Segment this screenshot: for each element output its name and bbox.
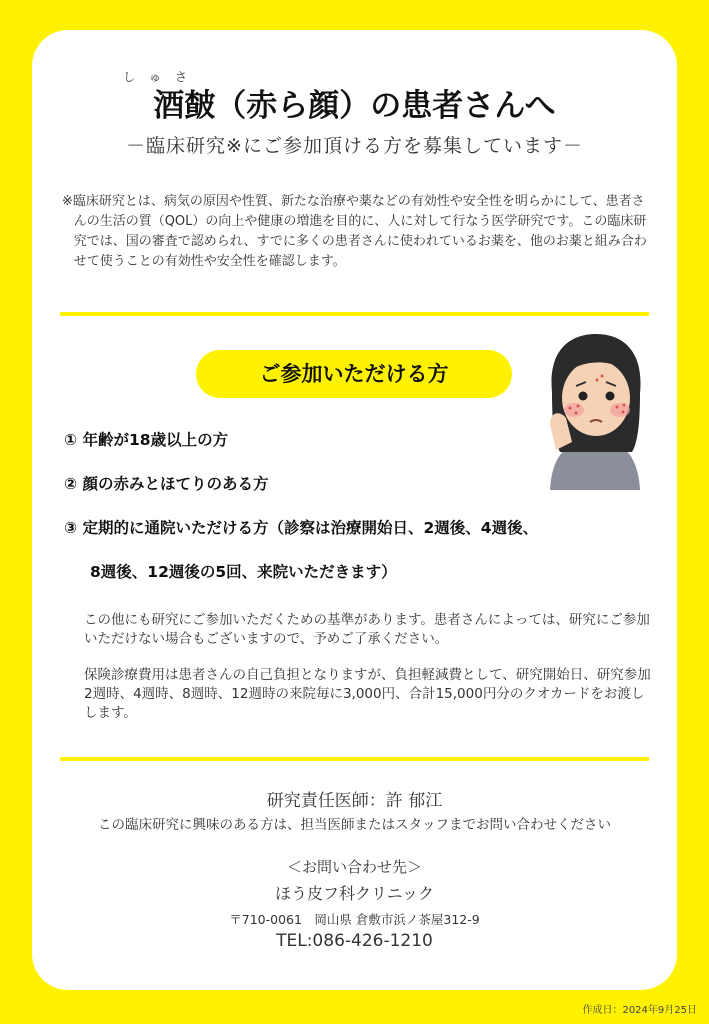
condition-2: ② 顔の赤みとほてりのある方	[64, 475, 269, 493]
condition-3: ③ 定期的に通院いただける方（診察は治療開始日、2週後、4週後、	[64, 519, 539, 537]
note-criteria-text: この他にも研究にご参加いただくための基準があります。患者さんによっては、研究にご参加いただけない場合もございますので、予めご了承ください。	[84, 612, 650, 647]
divider-bottom	[60, 757, 649, 761]
note-compensation	[84, 666, 654, 723]
condition-3-cont: 8週後、12週後の5回、来院いただきます）	[90, 563, 397, 581]
clinic-tel[interactable]: TEL:086-426-1210	[276, 931, 433, 951]
created-date: 作成日：2024年9月25日	[582, 1005, 697, 1016]
clinic-address: 〒710-0061 岡山県 倉敷市浜ノ茶屋312-9	[229, 912, 480, 927]
intro-text	[62, 192, 652, 272]
intro-paragraph: ※臨床研究とは、病気の原因や性質、新たな治療や薬などの有効性や安全性を明らかにして、患者さんの生活の質（QOL）の向上や健康の増進を目的に、人に対して行なう医学研究です。この臨床研究では、国の審査で認められ、すでに多くの患者さんに使われているお薬を、他のお薬と組み合わせて使うことの有効性や安全性を確認します。	[62, 194, 647, 269]
page-title: 酒皶（赤ら顔）の患者さんへ	[153, 88, 556, 124]
woman-with-red-cheeks-icon	[540, 332, 650, 490]
title-ruby: しゅさ	[123, 70, 202, 84]
section-heading: ご参加いただける方	[196, 350, 512, 398]
contact-label: ＜お問い合わせ先＞	[286, 858, 422, 876]
divider-top	[60, 312, 649, 316]
doctor-name: 研究責任医師：許 郁江	[266, 791, 443, 811]
inquiry-text: この臨床研究に興味のある方は、担当医師またはスタッフまでお問い合わせください	[98, 817, 611, 833]
page-subtitle: －臨床研究※にご参加頂ける方を募集しています－	[126, 135, 583, 157]
note-compensation-text: 保険診療費用は患者さんの自己負担となりますが、負担軽減費として、研究開始日、研究参加2週時、4週時、8週時、12週時の来院毎に3,000円、合計15,000円分のクオカードをお渡しします。	[84, 667, 651, 721]
note-criteria	[84, 611, 654, 649]
flyer-card	[32, 30, 677, 990]
clinic-name: ほう皮フ科クリニック	[274, 884, 435, 903]
condition-1: ① 年齢が18歳以上の方	[64, 431, 229, 449]
